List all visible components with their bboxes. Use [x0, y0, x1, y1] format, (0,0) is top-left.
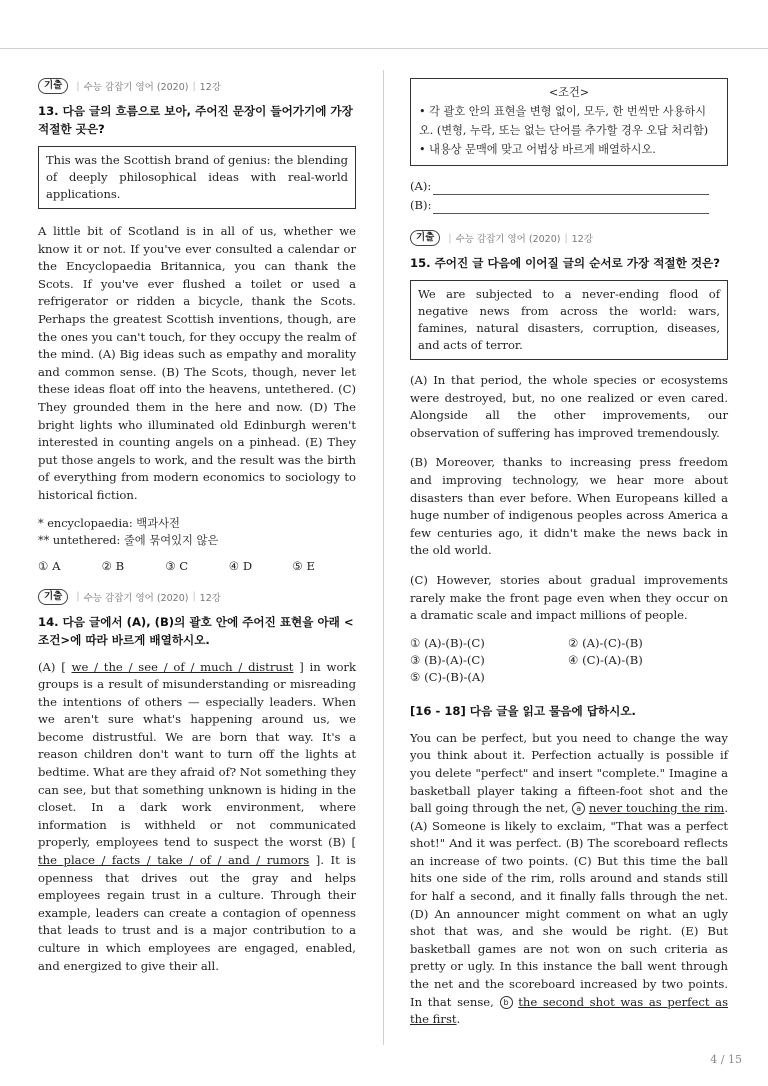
answer-line-a[interactable]	[410, 178, 728, 195]
source-label: 수능 감잡기 영어 (2020)	[455, 234, 561, 245]
answer-line-b[interactable]	[410, 197, 728, 214]
passage-text: You can be perfect, but you need to change the way you think about it. Perfection actually is possible if you delete "perfect" and insert "complete." Imagine a basketball player taking a fifteen-foot shot and the ball going through the net,	[410, 730, 728, 816]
condition-item: • 내용상 문맥에 맞고 어법상 바르게 배열하시오.	[419, 143, 656, 156]
q15-title: 15. 주어진 글 다음에 이어질 글의 순서로 가장 적절한 것은?	[410, 256, 720, 270]
q14-conditions-box	[410, 78, 728, 166]
choice[interactable]: ② (A)-(C)-(B)	[568, 635, 643, 650]
q13-source-tag: 기출 | 수능 감잡기 영어 (2020) | 12강	[38, 78, 356, 94]
left-column	[38, 78, 356, 975]
underline-b: the second shot was as perfect as the first	[410, 994, 729, 1027]
q15-given-text: We are subjected to a never-ending flood of negative news from across the world: wars, famines, natural disasters, corruption, diseases, and acts of terror.	[410, 280, 728, 360]
condition-item: • 각 괄호 안의 표현을 변형 없이, 모두, 한 번씩만 사용하시오. (변형, 누락, 또는 없는 단어를 추가할 경우 오답 처리함)	[419, 105, 709, 137]
q14-title: 14. 다음 글에서 (A), (B)의 괄호 안에 주어진 표현을 아래 <조건>에 따라 바르게 배열하시오.	[38, 614, 354, 647]
lesson-label: 12강	[571, 234, 593, 245]
header-rule	[0, 48, 768, 49]
marker-a: a	[572, 802, 585, 815]
choice[interactable]: ⑤ E	[292, 558, 315, 573]
q15-paragraph-b: (B) Moreover, thanks to increasing press freedom and improving technology, we hear more about disasters than ever before. When Europeans killed a huge number of indigenous peoples across America a few centuries ago, it didn't make the news back in the old world.	[410, 455, 728, 558]
exam-badge: 기출	[38, 78, 68, 94]
column-divider	[383, 70, 384, 1045]
answer-label-a: (A):	[410, 179, 432, 193]
choice[interactable]: ⑤ (C)-(B)-(A)	[410, 669, 485, 684]
lesson-label: 12강	[199, 592, 221, 604]
conditions-title: <조건>	[548, 86, 590, 99]
q13-passage: A little bit of Scotland is in all of us, whether we know it or not. If you've ever consulted a calendar or the Encyclopaedia Britannica, you can thank the Scots. If you've ever flushed a toilet or used a refrigerator or ridden a bicycle, thank the Scots. Perhaps the greatest Scottish inventions, though, are the ones you can't touch, for they occupy the realm of the mind. (A) Big ideas such as empathy and morality and common sense. (B) The Scots, though, never let these ideas float off into the heavens, untethered. (C) They grounded them in the here and now. (D) The bright lights who illuminated old Edinburgh weren't interested in counting angels on a pinhead. (E) They put those angels to work, and the result was the birth of everything from modern economics to sociology to historical fiction.	[38, 224, 356, 502]
q13-title: 13. 다음 글의 흐름으로 보아, 주어진 문장이 들어가기에 가장 적절한 곳은?	[38, 104, 353, 136]
page-number: 4 / 15	[710, 1053, 742, 1066]
passage-text: ] in work groups is a result of misunderstanding or misreading the intentions of others — especially leaders. When we aren't sure what's happening around us, we become distrustful. We are born that way. It's a reason children don't want to turn off the lights at bedtime. What are they afraid of? Not something they can see, but that something unknown is hiding in the closet. In a dark work environment, where information is withheld or not communicated properly, employees tend to suspect the worst (B) [	[38, 659, 357, 850]
q16-18-heading: [16 - 18] 다음 글을 읽고 물음에 답하시오.	[410, 703, 636, 718]
choice[interactable]: ② B	[101, 558, 125, 573]
underline-a: never touching the rim	[588, 801, 725, 816]
source-label: 수능 감잡기 영어 (2020)	[83, 592, 189, 604]
passage-text: . (A) Someone is likely to exclaim, "That was a perfect shot!" And it was perfect. (B) The scoreboard reflects an increase of two points. (C) But this time the ball hits one side of the rim, rolls around and stands still for half a second, and it finally falls through the net. (D) An announcer might comment on what an ugly shot that was, and she would be right. (E) But basketball games are not won on such criteria as pretty or ugly. In this instance the ball went through the net and the scoreboard increased by two points. In that sense,	[410, 801, 729, 1009]
marker-b: b	[500, 996, 513, 1009]
exam-badge: 기출	[410, 230, 440, 246]
right-column	[410, 78, 728, 1029]
lesson-label: 12강	[199, 82, 221, 93]
q15-paragraph-a: (A) In that period, the whole species or ecosystems were destroyed, but, no one realized or even cared. Alongside all the other improvements, our observation of suffering has improved tremendously.	[410, 373, 728, 440]
answer-label-b: (B):	[410, 198, 432, 212]
footnote: ** untethered: 줄에 묶여있지 않은	[38, 533, 219, 547]
q15-source-tag: 기출 | 수능 감잡기 영어 (2020) | 12강	[410, 230, 728, 246]
choice[interactable]: ③ C	[165, 558, 189, 573]
q14-a-words: we / the / see / of / much / distrust	[71, 659, 294, 674]
footnote: * encyclopaedia: 백과사전	[38, 516, 180, 530]
q14-b-words: the place / facts / take / of / and / rumors	[38, 853, 310, 868]
q15-choices	[410, 635, 728, 686]
passage-text: ]. It is openness that drives out the gray and helps employees regain trust in a culture. Through their example, leaders can create a contagion of openness that leads to trust and is a major contribution to a culture in which employees are engaged, enabled, and energized to give their all.	[38, 853, 356, 973]
choice[interactable]: ① (A)-(B)-(C)	[410, 635, 485, 650]
answer-blank[interactable]	[433, 201, 709, 214]
choice[interactable]: ③ (B)-(A)-(C)	[410, 652, 485, 667]
choice[interactable]: ④ D	[228, 558, 253, 573]
q14-source-tag: 기출 | 수능 감잡기 영어 (2020) | 12강	[38, 589, 356, 605]
q14-passage	[38, 659, 356, 976]
choice[interactable]: ① A	[38, 558, 61, 573]
q13-given-sentence: This was the Scottish brand of genius: the blending of deeply philosophical ideas with real-world applications.	[38, 146, 356, 209]
source-label: 수능 감잡기 영어 (2020)	[83, 82, 189, 93]
q15-paragraph-c: (C) However, stories about gradual improvements rarely make the front page even when they occur on a dramatic scale and impact millions of people.	[410, 572, 728, 623]
q16-18-passage	[410, 730, 728, 1029]
passage-text: .	[456, 1012, 461, 1027]
choice[interactable]: ④ (C)-(A)-(B)	[568, 652, 643, 667]
exam-badge: 기출	[38, 589, 68, 605]
bracket-open: (A) [	[38, 659, 72, 674]
q13-footnotes	[38, 515, 356, 549]
q13-choices	[38, 559, 356, 573]
answer-blank[interactable]	[433, 182, 709, 195]
